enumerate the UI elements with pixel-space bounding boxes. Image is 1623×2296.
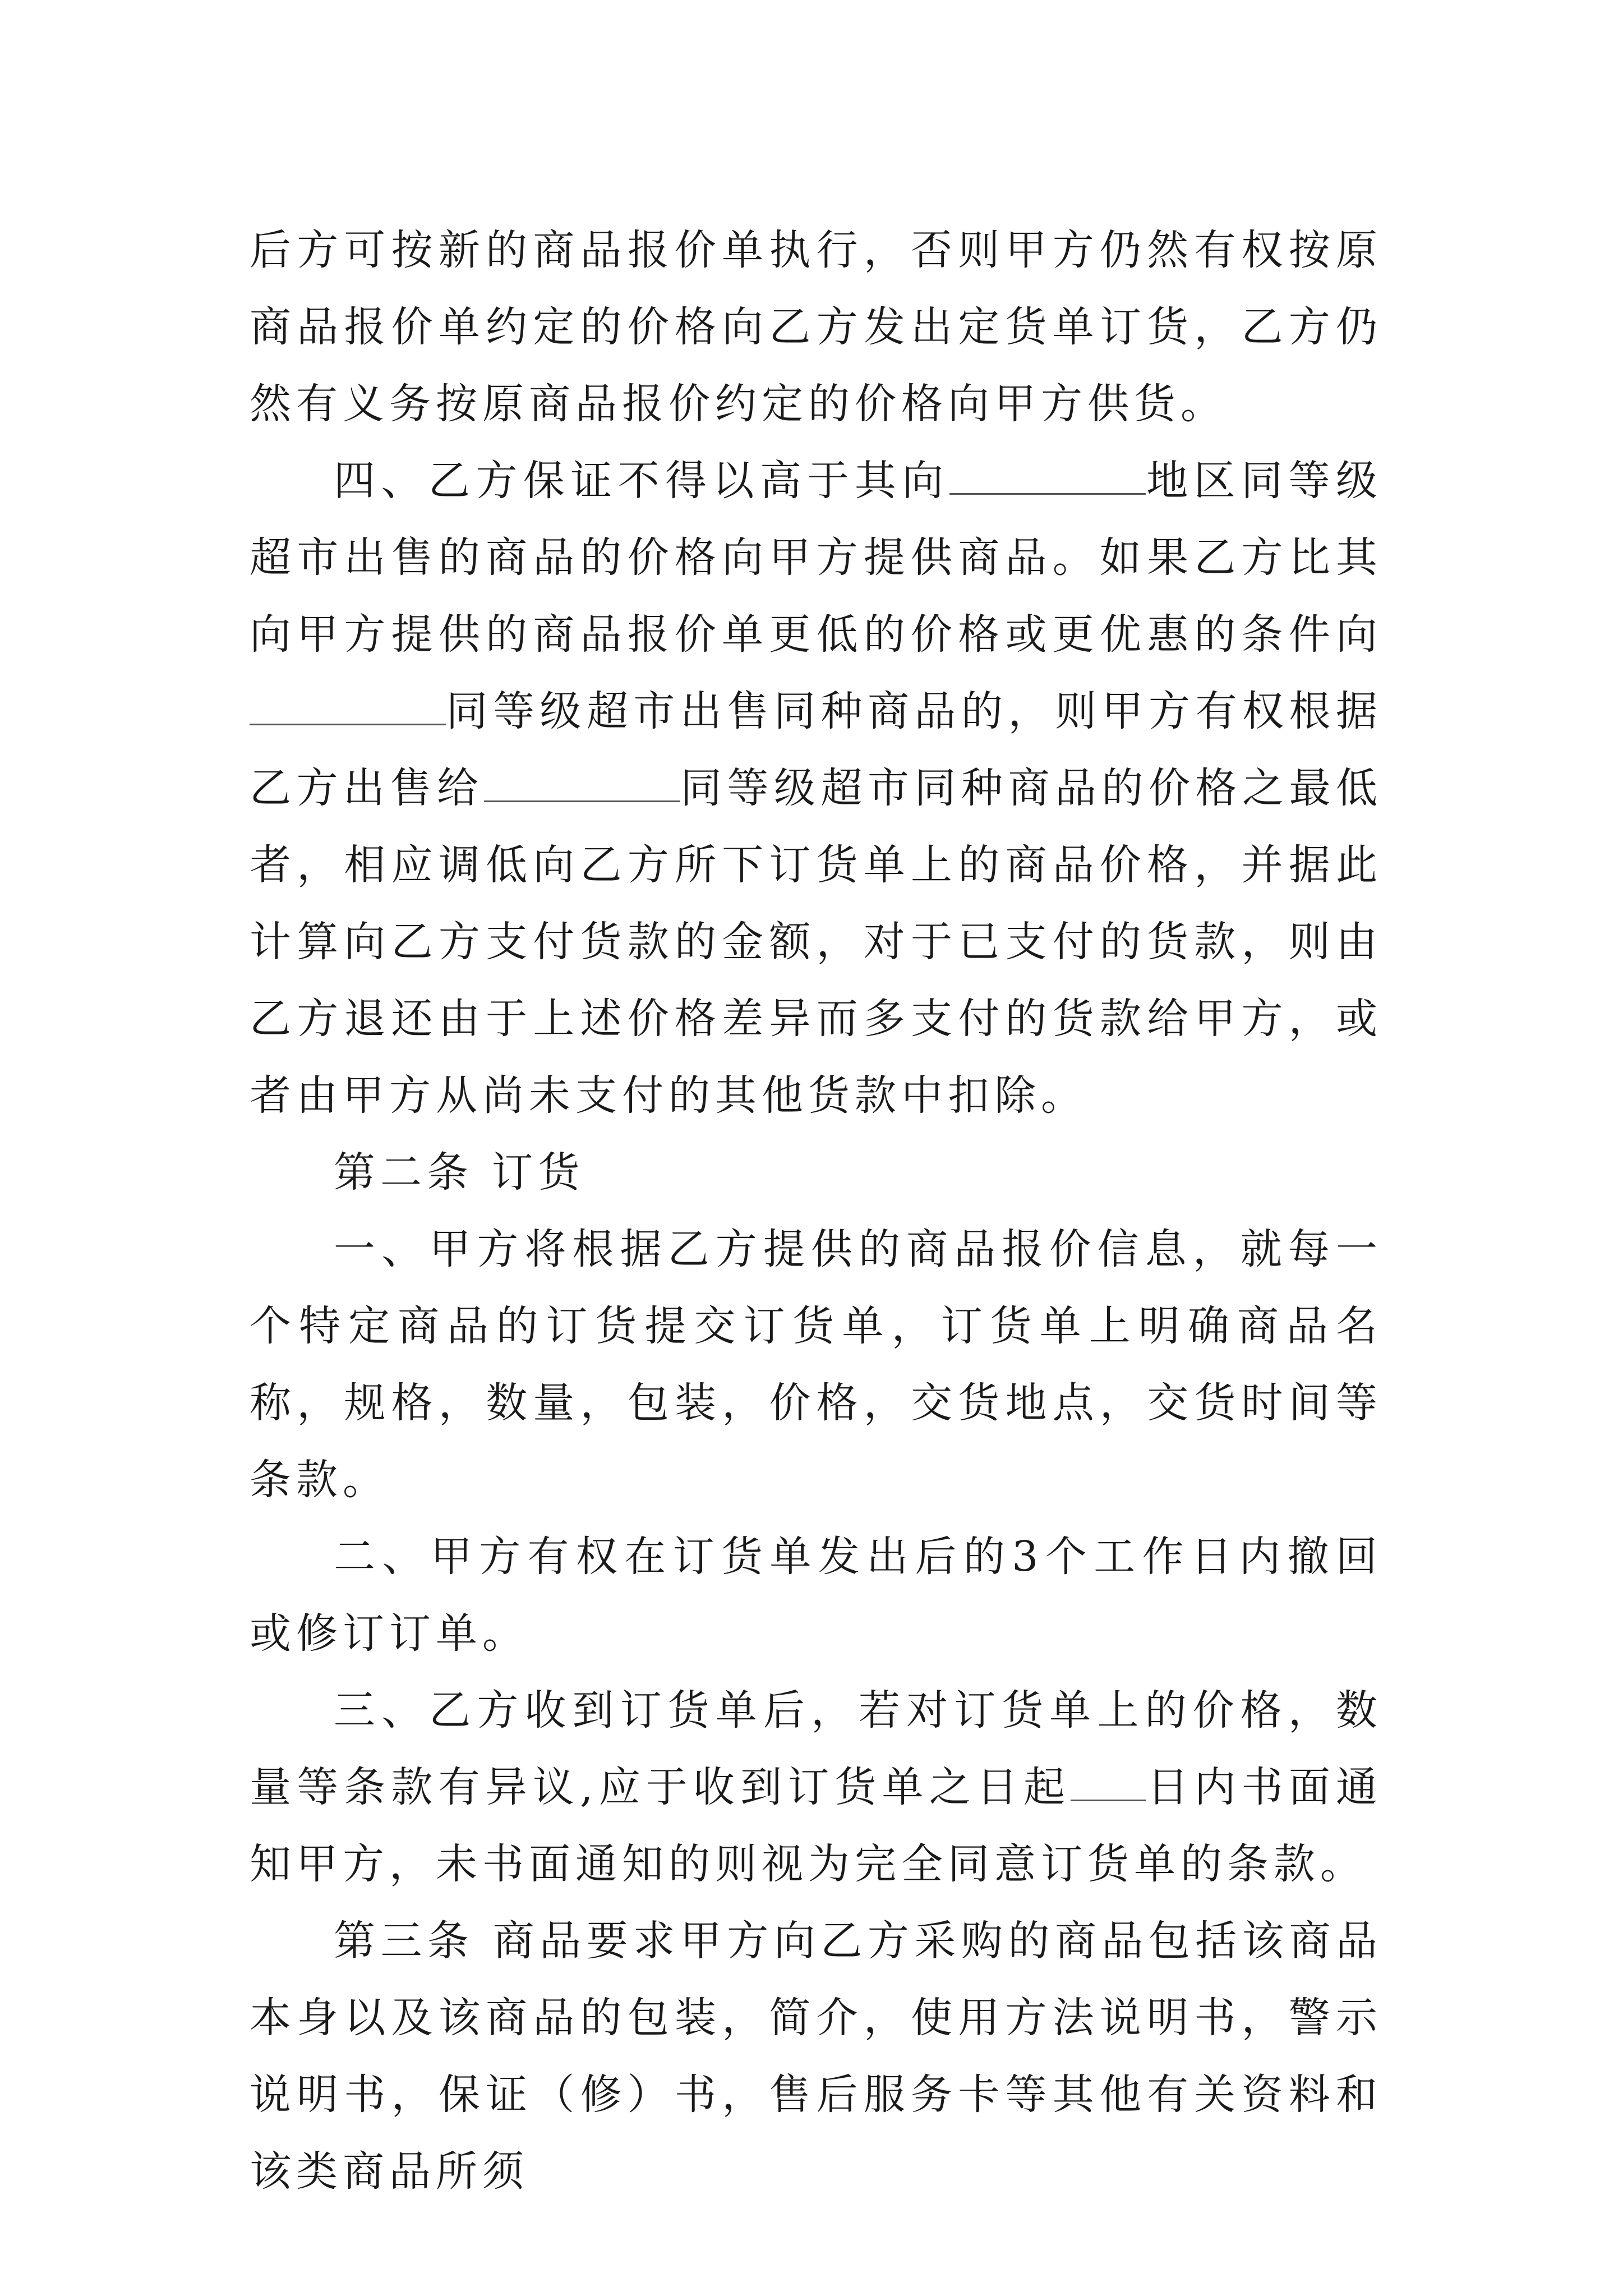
paragraph-p2 [250, 443, 1382, 1134]
paragraph-p4 [250, 1211, 1382, 1519]
fill-in-blank [949, 454, 1146, 495]
paragraph-p3 [250, 1134, 1382, 1211]
fill-in-blank [1071, 1760, 1146, 1801]
paragraph-p5 [250, 1519, 1382, 1672]
paragraph-text: 后方可按新的商品报价单执行，否则甲方仍然有权按原商品报价单约定的价格向乙方发出定货单订货，乙方仍然有义务按原商品报价约定的价格向甲方供货。 [250, 226, 1382, 428]
paragraph-p6 [250, 1672, 1382, 1903]
paragraph-text: 地区同等级超市出售的商品的价格向甲方提供商品。如果乙方比其向甲方提供的商品报价单更低的价格或更优惠的条件向 [250, 457, 1383, 659]
paragraph-text: 三、乙方收到订货单后，若对订货单上的价格，数量等条款有异议,应于收到订货单之日起 [250, 1686, 1382, 1811]
paragraph-text: 日内书面通知甲方，未书面通知的则视为完全同意订货单的条款。 [250, 1763, 1383, 1888]
paragraph-p7 [250, 1903, 1382, 2210]
paragraph-text: 二、甲方有权在订货单发出后的3个工作日内撤回或修订订单。 [250, 1533, 1382, 1658]
paragraph-text: 同等级超市出售同种商品的，则甲方有权根据乙方出售给 [250, 687, 1382, 812]
document-body [250, 212, 1382, 2210]
paragraph-text: 第三条 商品要求甲方向乙方采购的商品包括该商品本身以及该商品的包装，简介，使用方法说明书，警示说明书，保证（修）书，售后服务卡等其他有关资料和该类商品所须 [250, 1917, 1382, 2196]
fill-in-blank [484, 761, 680, 802]
paragraph-text: 第二条 订货 [334, 1148, 585, 1197]
paragraph-text: 一、甲方将根据乙方提供的商品报价信息，就每一个特定商品的订货提交订货单，订货单上明确商品名称，规格，数量，包装，价格，交货地点，交货时间等条款。 [250, 1225, 1382, 1504]
fill-in-blank [250, 684, 446, 725]
paragraph-text: 同等级超市同种商品的价格之最低者，相应调低向乙方所下订货单上的商品价格，并据此计算向乙方支付货款的金额，对于已支付的货款，则由乙方退还由于上述价格差异而多支付的货款给甲方，或者由甲方从尚未支付的其他货款中扣除。 [250, 764, 1382, 1120]
paragraph-text: 四、乙方保证不得以高于其向 [334, 457, 949, 505]
paragraph-p1 [250, 212, 1382, 443]
